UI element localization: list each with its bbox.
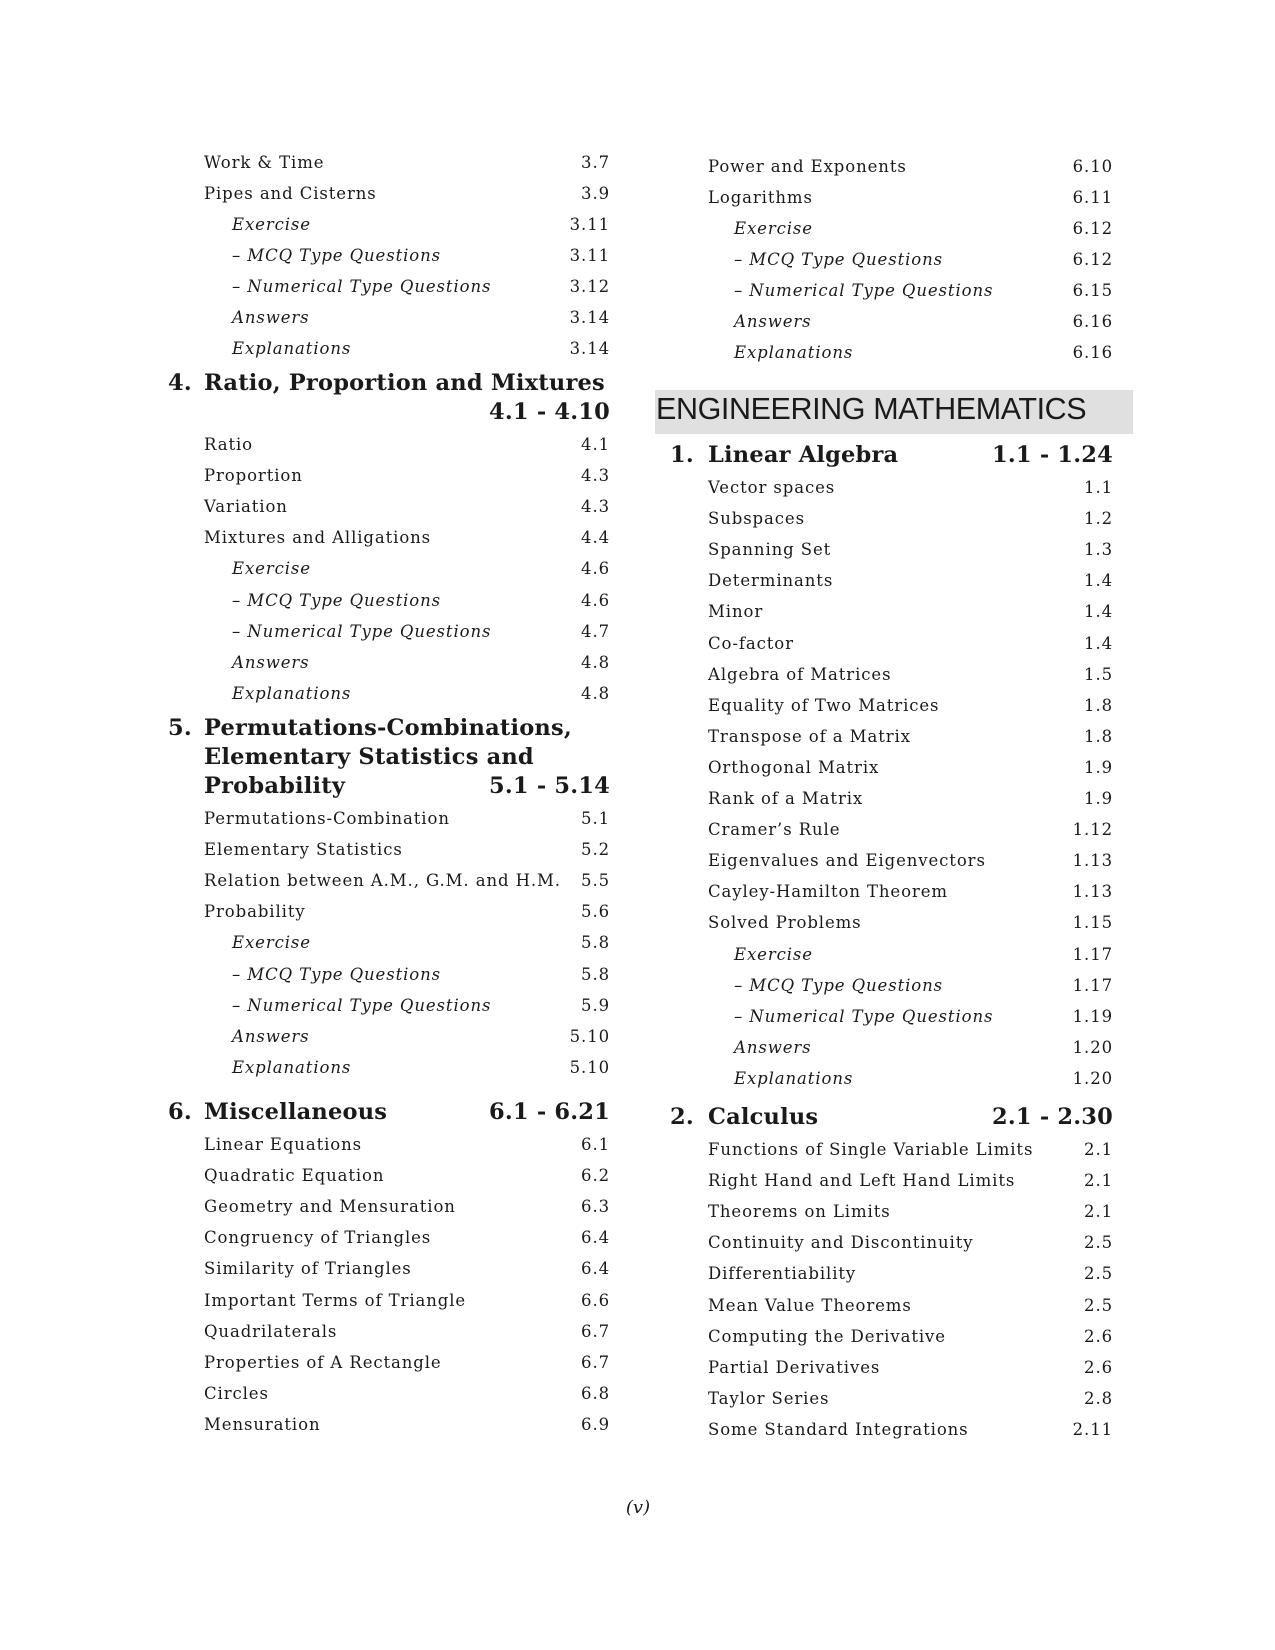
toc-entry-title: – MCQ Type Questions <box>232 964 442 984</box>
toc-entry-title: Similarity of Triangles <box>204 1259 412 1279</box>
toc-entry-page: 1.15 <box>1072 913 1113 933</box>
toc-entry-page: 2.5 <box>1084 1295 1113 1315</box>
toc-entry-page: 2.5 <box>1084 1264 1113 1284</box>
toc-entry <box>204 435 610 454</box>
toc-entry-page: 1.3 <box>1084 540 1113 560</box>
toc-entry <box>232 277 610 296</box>
toc-entry <box>232 996 610 1015</box>
toc-entry-page: 4.6 <box>581 590 610 610</box>
toc-entry-page: 3.14 <box>569 308 610 327</box>
toc-entry-title: Explanations <box>734 1068 854 1088</box>
toc-entry-page: 3.11 <box>569 246 610 265</box>
toc-entry-title: Transpose of a Matrix <box>708 726 911 746</box>
toc-entry <box>708 478 1113 497</box>
toc-entry-title: Exercise <box>232 933 311 953</box>
toc-entry-page: 4.3 <box>581 466 610 486</box>
toc-entry-page: 1.13 <box>1072 882 1113 902</box>
toc-entry <box>708 540 1113 559</box>
toc-entry-page: 1.19 <box>1072 1006 1113 1026</box>
toc-entry-title: – MCQ Type Questions <box>232 590 442 610</box>
toc-entry <box>232 965 610 984</box>
toc-entry-title: Explanations <box>232 1057 352 1077</box>
toc-entry-title: Variation <box>204 497 288 517</box>
toc-entry <box>734 1038 1113 1057</box>
toc-entry <box>232 1058 610 1077</box>
toc-entry <box>708 1327 1113 1346</box>
toc-entry <box>708 1296 1113 1315</box>
toc-entry-title: Important Terms of Triangle <box>204 1290 467 1310</box>
toc-entry <box>708 851 1113 870</box>
toc-entry <box>708 602 1113 621</box>
toc-entry-title: Cramer’s Rule <box>708 820 841 840</box>
toc-entry-page: 6.10 <box>1072 157 1113 176</box>
toc-entry-page: 1.20 <box>1072 1068 1113 1088</box>
toc-entry-title: Mean Value Theorems <box>708 1295 912 1315</box>
toc-entry <box>708 696 1113 715</box>
toc-entry-page: 2.11 <box>1072 1419 1113 1439</box>
toc-entry <box>204 1228 610 1247</box>
toc-entry-page: 6.6 <box>581 1290 610 1310</box>
toc-entry-page: 4.8 <box>581 652 610 672</box>
chapter-title: Elementary Statistics and <box>204 744 534 770</box>
chapter-title: Permutations-Combinations, <box>204 715 572 741</box>
toc-entry <box>232 246 610 265</box>
toc-entry-page: 1.4 <box>1084 633 1113 653</box>
toc-entry <box>734 219 1113 238</box>
toc-entry-title: – Numerical Type Questions <box>232 621 492 641</box>
toc-entry <box>232 622 610 641</box>
chapter-page-range: 6.1 - 6.21 <box>489 1099 610 1125</box>
toc-entry <box>708 1140 1113 1159</box>
toc-entry-title: Answers <box>734 312 812 331</box>
toc-entry-page: 2.6 <box>1084 1326 1113 1346</box>
toc-entry-title: Solved Problems <box>708 913 862 933</box>
toc-entry <box>232 591 610 610</box>
toc-entry-title: Properties of A Rectangle <box>204 1352 442 1372</box>
toc-entry-page: 5.6 <box>581 902 610 922</box>
chapter-page-range: 5.1 - 5.14 <box>489 773 610 799</box>
chapter-title: Miscellaneous <box>204 1099 388 1125</box>
toc-entry <box>204 1135 610 1154</box>
toc-entry-page: 6.9 <box>581 1414 610 1434</box>
toc-entry <box>204 1197 610 1216</box>
toc-entry <box>204 840 610 859</box>
toc-entry-title: Linear Equations <box>204 1135 363 1154</box>
toc-entry <box>708 1358 1113 1377</box>
toc-entry-page: 6.4 <box>581 1228 610 1248</box>
toc-entry-page: 5.9 <box>581 995 610 1015</box>
toc-entry-page: 1.17 <box>1072 944 1113 964</box>
toc-entry <box>708 882 1113 901</box>
toc-entry-page: 3.14 <box>569 339 610 358</box>
toc-entry-page: 2.8 <box>1084 1388 1113 1408</box>
toc-entry-page: 6.4 <box>581 1259 610 1279</box>
toc-entry-title: – MCQ Type Questions <box>734 250 944 269</box>
toc-entry <box>204 1384 610 1403</box>
toc-entry <box>204 1259 610 1278</box>
toc-entry <box>204 184 610 203</box>
toc-entry <box>708 1202 1113 1221</box>
toc-entry <box>204 1291 610 1310</box>
toc-entry-page: 6.15 <box>1072 281 1113 300</box>
toc-entry-title: Geometry and Mensuration <box>204 1197 456 1217</box>
toc-entry-page: 1.9 <box>1084 789 1113 808</box>
toc-entry-title: Pipes and Cisterns <box>204 184 377 203</box>
toc-entry-title: Answers <box>232 1026 310 1046</box>
toc-entry-page: 6.1 <box>581 1135 610 1154</box>
toc-entry-page: 2.1 <box>1084 1171 1113 1191</box>
toc-entry-page: 6.7 <box>581 1321 610 1341</box>
toc-entry-title: Orthogonal Matrix <box>708 757 880 777</box>
toc-entry-page: 6.12 <box>1072 250 1113 269</box>
toc-entry-title: Right Hand and Left Hand Limits <box>708 1171 1016 1191</box>
toc-entry <box>204 1322 610 1341</box>
toc-entry-page: 2.6 <box>1084 1357 1113 1377</box>
toc-entry <box>232 215 610 234</box>
toc-entry <box>708 1420 1113 1439</box>
toc-entry-page: 1.9 <box>1084 757 1113 777</box>
toc-entry-title: Mensuration <box>204 1414 321 1434</box>
toc-entry-page: 1.4 <box>1084 571 1113 591</box>
toc-entry <box>232 1027 610 1046</box>
toc-entry-page: 6.3 <box>581 1197 610 1217</box>
toc-entry-title: Work & Time <box>204 153 325 172</box>
toc-entry-title: Elementary Statistics <box>204 840 403 860</box>
toc-entry-title: Circles <box>204 1383 269 1403</box>
toc-entry <box>734 945 1113 964</box>
toc-entry <box>708 509 1113 528</box>
toc-entry-title: Theorems on Limits <box>708 1202 891 1222</box>
toc-entry-title: Proportion <box>204 466 303 486</box>
toc-entry-page: 1.13 <box>1072 851 1113 871</box>
chapter-number: 4. <box>168 370 192 396</box>
toc-entry-title: Quadratic Equation <box>204 1166 385 1186</box>
toc-entry <box>734 976 1113 995</box>
toc-entry-page: 6.16 <box>1072 343 1113 362</box>
toc-entry <box>708 789 1113 808</box>
toc-entry <box>232 339 610 358</box>
toc-entry-title: Mixtures and Alligations <box>204 528 432 548</box>
toc-entry-title: Explanations <box>232 683 352 703</box>
toc-entry-title: Exercise <box>734 219 813 238</box>
toc-entry-page: 4.1 <box>581 435 610 454</box>
toc-entry-page: 1.8 <box>1084 726 1113 746</box>
toc-entry-page: 1.5 <box>1084 664 1113 684</box>
toc-entry-title: Congruency of Triangles <box>204 1228 432 1248</box>
toc-entry <box>204 1353 610 1372</box>
chapter-title: Linear Algebra <box>708 442 899 468</box>
toc-entry-page: 3.9 <box>581 184 610 203</box>
toc-entry <box>204 871 610 890</box>
toc-entry-title: Continuity and Discontinuity <box>708 1233 974 1253</box>
toc-entry-title: Power and Exponents <box>708 157 907 176</box>
toc-entry-page: 6.7 <box>581 1352 610 1372</box>
toc-entry <box>232 308 610 327</box>
toc-entry-title: Cayley-Hamilton Theorem <box>708 882 948 902</box>
toc-entry-title: Answers <box>232 308 310 327</box>
chapter-number: 2. <box>670 1104 694 1130</box>
toc-entry-title: Probability <box>204 902 306 922</box>
toc-entry <box>734 281 1113 300</box>
toc-entry <box>708 634 1113 653</box>
toc-entry-title: – MCQ Type Questions <box>232 246 442 265</box>
toc-entry-title: – MCQ Type Questions <box>734 975 944 995</box>
toc-entry-title: Eigenvalues and Eigenvectors <box>708 851 986 871</box>
toc-entry-title: – Numerical Type Questions <box>232 995 492 1015</box>
toc-entry <box>708 1233 1113 1252</box>
toc-entry-page: 1.2 <box>1084 509 1113 529</box>
toc-entry-page: 1.17 <box>1072 975 1113 995</box>
toc-entry <box>708 727 1113 746</box>
toc-entry <box>204 902 610 921</box>
toc-entry-page: 2.5 <box>1084 1233 1113 1253</box>
toc-entry-title: Permutations-Combination <box>204 809 450 828</box>
toc-entry-page: 2.1 <box>1084 1202 1113 1222</box>
toc-entry-title: Differentiability <box>708 1264 857 1284</box>
toc-entry-title: Algebra of Matrices <box>708 664 892 684</box>
toc-entry-page: 1.1 <box>1084 478 1113 497</box>
toc-entry-title: Explanations <box>232 339 352 358</box>
toc-entry-title: Logarithms <box>708 188 813 207</box>
toc-entry-title: – Numerical Type Questions <box>734 1006 994 1026</box>
toc-entry-title: Spanning Set <box>708 540 832 560</box>
toc-entry-page: 3.7 <box>581 153 610 172</box>
toc-entry-page: 4.4 <box>581 528 610 548</box>
toc-entry-title: Computing the Derivative <box>708 1326 946 1346</box>
toc-entry-title: Equality of Two Matrices <box>708 695 940 715</box>
chapter-title: Calculus <box>708 1104 819 1130</box>
toc-entry <box>708 913 1113 932</box>
toc-entry <box>204 1166 610 1185</box>
toc-entry <box>204 153 610 172</box>
chapter-page-range: 4.1 - 4.10 <box>489 399 610 425</box>
toc-entry-title: Quadrilaterals <box>204 1321 338 1341</box>
toc-entry-page: 6.11 <box>1072 188 1113 207</box>
toc-entry <box>734 312 1113 331</box>
toc-entry-page: 6.2 <box>581 1166 610 1186</box>
toc-entry-page: 2.1 <box>1084 1140 1113 1159</box>
toc-entry <box>708 758 1113 777</box>
toc-entry <box>734 1069 1113 1088</box>
toc-entry <box>232 653 610 672</box>
toc-entry-page: 4.6 <box>581 559 610 579</box>
page-number: (v) <box>625 1497 651 1518</box>
toc-entry-page: 5.2 <box>581 840 610 860</box>
toc-entry-title: Answers <box>734 1037 812 1057</box>
toc-entry-page: 6.8 <box>581 1383 610 1403</box>
toc-entry-page: 1.12 <box>1072 820 1113 840</box>
chapter-number: 5. <box>168 715 192 741</box>
toc-entry <box>708 820 1113 839</box>
toc-entry-title: Exercise <box>734 944 813 964</box>
toc-entry-title: Vector spaces <box>708 478 836 497</box>
toc-entry-title: Partial Derivatives <box>708 1357 881 1377</box>
toc-entry <box>708 1264 1113 1283</box>
toc-entry <box>204 466 610 485</box>
toc-entry-title: Ratio <box>204 435 253 454</box>
toc-entry-title: Subspaces <box>708 509 805 529</box>
chapter-title: Ratio, Proportion and Mixtures <box>204 370 605 396</box>
toc-entry <box>734 1007 1113 1026</box>
toc-entry-page: 1.20 <box>1072 1037 1113 1057</box>
toc-entry-title: – Numerical Type Questions <box>232 277 492 296</box>
toc-entry <box>708 571 1113 590</box>
toc-entry-page: 5.5 <box>581 871 610 891</box>
toc-entry-page: 5.10 <box>569 1057 610 1077</box>
toc-entry-page: 4.7 <box>581 621 610 641</box>
toc-entry <box>232 559 610 578</box>
toc-entry <box>708 1389 1113 1408</box>
toc-entry-title: Exercise <box>232 215 311 234</box>
toc-entry-page: 4.3 <box>581 497 610 517</box>
toc-entry-page: 3.12 <box>569 277 610 296</box>
toc-entry-title: Taylor Series <box>708 1388 830 1408</box>
toc-entry-page: 6.16 <box>1072 312 1113 331</box>
toc-entry-title: Determinants <box>708 571 834 591</box>
toc-entry-title: Exercise <box>232 559 311 579</box>
toc-entry <box>204 528 610 547</box>
toc-entry-page: 6.12 <box>1072 219 1113 238</box>
toc-entry <box>734 343 1113 362</box>
toc-entry-page: 1.4 <box>1084 602 1113 622</box>
toc-entry-title: Functions of Single Variable Limits <box>708 1140 1034 1159</box>
toc-entry <box>232 933 610 952</box>
toc-entry-title: Explanations <box>734 343 854 362</box>
section-heading: ENGINEERING MATHEMATICS <box>656 392 1087 426</box>
toc-entry-title: Answers <box>232 652 310 672</box>
toc-entry-title: Relation between A.M., G.M. and H.M. <box>204 871 561 891</box>
toc-entry-title: Minor <box>708 602 764 622</box>
chapter-number: 6. <box>168 1099 192 1125</box>
chapter-title: Probability <box>204 773 346 799</box>
chapter-number: 1. <box>670 442 694 468</box>
toc-entry-title: Some Standard Integrations <box>708 1419 969 1439</box>
toc-entry <box>708 188 1113 207</box>
toc-entry-page: 3.11 <box>569 215 610 234</box>
toc-entry <box>708 1171 1113 1190</box>
toc-entry-page: 5.1 <box>581 809 610 828</box>
toc-entry-page: 1.8 <box>1084 695 1113 715</box>
toc-entry <box>232 684 610 703</box>
toc-entry-page: 5.10 <box>569 1026 610 1046</box>
toc-entry <box>734 250 1113 269</box>
toc-entry-page: 5.8 <box>581 933 610 953</box>
toc-entry-page: 4.8 <box>581 683 610 703</box>
chapter-page-range: 2.1 - 2.30 <box>992 1104 1113 1130</box>
toc-entry-title: – Numerical Type Questions <box>734 281 994 300</box>
toc-entry <box>708 665 1113 684</box>
toc-entry <box>204 1415 610 1434</box>
toc-entry <box>204 809 610 828</box>
toc-entry <box>708 157 1113 176</box>
chapter-page-range: 1.1 - 1.24 <box>992 442 1113 468</box>
toc-entry-page: 5.8 <box>581 964 610 984</box>
toc-entry-title: Co-factor <box>708 633 794 653</box>
toc-entry-title: Rank of a Matrix <box>708 789 864 808</box>
toc-entry <box>204 497 610 516</box>
